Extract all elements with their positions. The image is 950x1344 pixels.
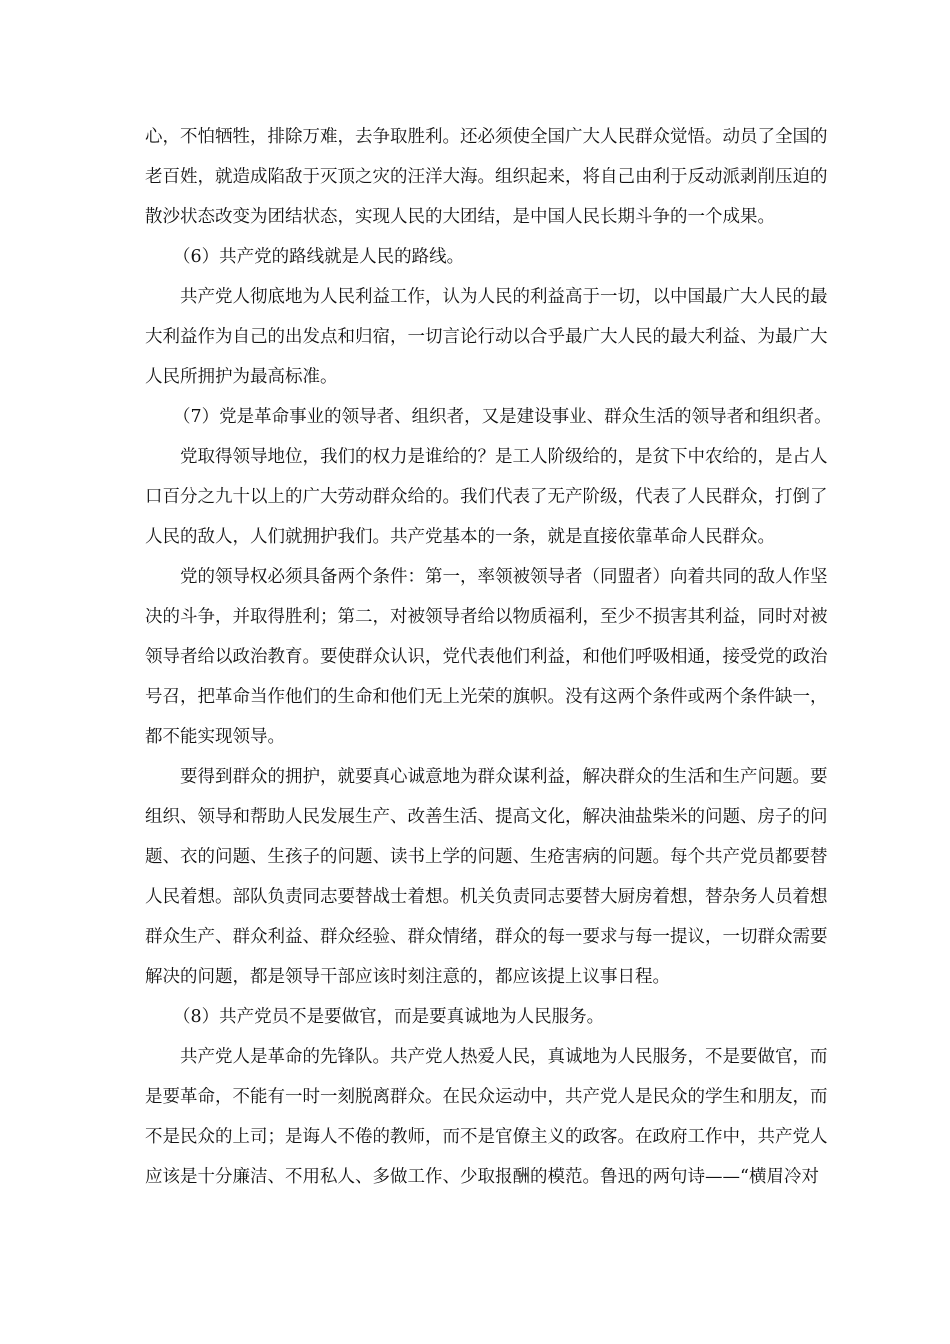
text-line: 是要革命，不能有一时一刻脱离群众。在民众运动中，共产党人是民众的学生和朋友，而 xyxy=(145,1087,828,1107)
text-line: 党的领导权必须具备两个条件：第一，率领被领导者（同盟者）向着共同的敌人作坚 xyxy=(180,567,828,587)
document-page xyxy=(145,117,832,1197)
text-line: 老百姓，就造成陷敌于灭顶之灾的汪洋大海。组织起来，将自己由利于反动派剥削压迫的 xyxy=(145,167,828,187)
text-line: 共产党人彻底地为人民利益工作，认为人民的利益高于一切，以中国最广大人民的最 xyxy=(180,287,828,307)
text-line: 应该是十分廉洁、不用私人、多做工作、少取报酬的模范。鲁迅的两句诗——“横眉冷对 xyxy=(145,1167,819,1187)
text-line: 党取得领导地位，我们的权力是谁给的？是工人阶级给的，是贫下中农给的，是占人 xyxy=(180,447,828,467)
text-line: 要得到群众的拥护，就要真心诚意地为群众谋利益，解决群众的生活和生产问题。要 xyxy=(180,767,828,787)
paragraph xyxy=(145,437,828,557)
text-line: 决的斗争，并取得胜利；第二，对被领导者给以物质福利，至少不损害其利益，同时对被 xyxy=(145,607,828,627)
text-line: 心，不怕牺牲，排除万难，去争取胜利。还必须使全国广大人民群众觉悟。动员了全国的 xyxy=(145,127,828,147)
paragraph-continued xyxy=(145,117,828,237)
text-line: 不是民众的上司；是诲人不倦的教师，而不是官僚主义的政客。在政府工作中，共产党人 xyxy=(145,1127,828,1147)
text-line: 人民的敌人，人们就拥护我们。共产党基本的一条，就是直接依靠革命人民群众。 xyxy=(145,527,775,547)
paragraph xyxy=(145,1037,828,1197)
section-heading-7: （7）党是革命事业的领导者、组织者，又是建设事业、群众生活的领导者和组织者。 xyxy=(173,407,832,427)
text-line: 口百分之九十以上的广大劳动群众给的。我们代表了无产阶级，代表了人民群众，打倒了 xyxy=(145,487,828,507)
text-line: 解决的问题，都是领导干部应该时刻注意的，都应该提上议事日程。 xyxy=(145,967,670,987)
section-heading-8: （8）共产党员不是要做官，而是要真诚地为人民服务。 xyxy=(173,1007,605,1027)
text-line: 人民所拥护为最高标准。 xyxy=(145,367,338,387)
text-line: 共产党人是革命的先锋队。共产党人热爱人民，真诚地为人民服务，不是要做官，而 xyxy=(180,1047,828,1067)
text-line: 大利益作为自己的出发点和归宿，一切言论行动以合乎最广大人民的最大利益、为最广大 xyxy=(145,327,828,347)
text-line: 散沙状态改变为团结状态，实现人民的大团结，是中国人民长期斗争的一个成果。 xyxy=(145,207,775,227)
section-heading-6: （6）共产党的路线就是人民的路线。 xyxy=(173,247,465,267)
text-line: 题、衣的问题、生孩子的问题、读书上学的问题、生疮害病的问题。每个共产党员都要替 xyxy=(145,847,828,867)
paragraph xyxy=(145,757,828,997)
paragraph xyxy=(145,277,828,397)
text-line: 都不能实现领导。 xyxy=(145,727,285,747)
text-line: 号召，把革命当作他们的生命和他们无上光荣的旗帜。没有这两个条件或两个条件缺一， xyxy=(145,687,828,707)
text-line: 人民着想。部队负责同志要替战士着想。机关负责同志要替大厨房着想，替杂务人员着想 xyxy=(145,887,828,907)
text-line: 组织、领导和帮助人民发展生产、改善生活、提高文化，解决油盐柴米的问题、房子的问 xyxy=(145,807,828,827)
paragraph xyxy=(145,557,828,757)
text-line: 群众生产、群众利益、群众经验、群众情绪，群众的每一要求与每一提议，一切群众需要 xyxy=(145,927,828,947)
text-line: 领导者给以政治教育。要使群众认识，党代表他们利益，和他们呼吸相通，接受党的政治 xyxy=(145,647,828,667)
